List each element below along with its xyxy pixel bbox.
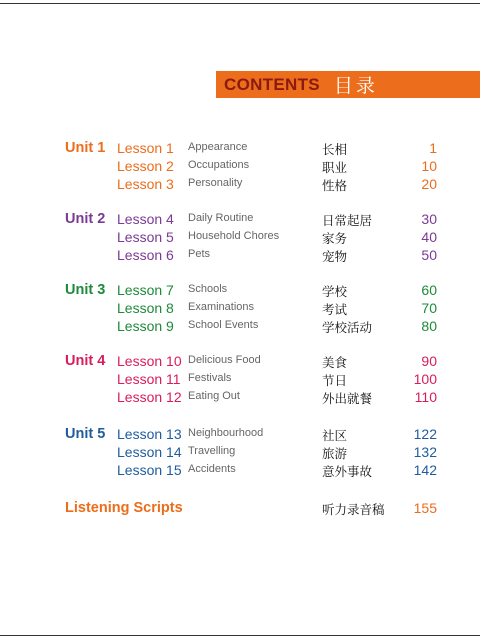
topic-chinese: 社区 [322, 428, 348, 443]
unit-block [0, 140, 480, 194]
topic-english: Occupations [188, 159, 250, 171]
unit-label: Unit 1 [65, 140, 106, 156]
page-number: 1 [429, 140, 437, 156]
lesson-label: Lesson 2 [117, 158, 174, 174]
lesson-row[interactable] [0, 229, 480, 247]
unit-block [0, 353, 480, 407]
topic-chinese: 意外事故 [322, 464, 373, 479]
topic-chinese: 考试 [322, 302, 348, 317]
page-number: 110 [414, 389, 437, 405]
lesson-label: Lesson 7 [117, 282, 174, 298]
lesson-label: Lesson 8 [117, 300, 174, 316]
contents-title-en: CONTENTS [224, 74, 320, 94]
topic-english: Household Chores [188, 230, 280, 242]
topic-chinese: 职业 [322, 160, 348, 175]
topic-english: Delicious Food [188, 354, 261, 366]
lesson-row[interactable] [0, 176, 480, 194]
unit-label: Unit 3 [65, 282, 106, 298]
topic-english: Travelling [188, 445, 236, 457]
contents-title-zh: 目录 [333, 76, 378, 97]
topic-english: Schools [188, 283, 228, 295]
lesson-label: Lesson 15 [117, 462, 182, 478]
unit-label: Unit 4 [65, 353, 106, 369]
page-number: 90 [421, 353, 437, 369]
page-number: 132 [413, 444, 437, 460]
lesson-label: Lesson 9 [117, 318, 174, 334]
lesson-row[interactable] [0, 300, 480, 318]
topic-english: Eating Out [188, 390, 240, 402]
topic-chinese: 外出就餐 [322, 391, 373, 406]
page-number: 70 [421, 300, 437, 316]
topic-chinese: 日常起居 [322, 213, 373, 228]
topic-english: Examinations [188, 301, 255, 313]
lesson-row[interactable] [0, 158, 480, 176]
page-number: 60 [421, 282, 437, 298]
unit-label: Unit 2 [65, 211, 106, 227]
page-number: 100 [413, 371, 437, 387]
lesson-label: Lesson 11 [117, 371, 181, 387]
lesson-row[interactable] [0, 371, 480, 389]
lesson-row[interactable] [0, 426, 480, 444]
topic-english: Pets [188, 248, 211, 260]
unit-block [0, 282, 480, 336]
page-number: 50 [421, 247, 437, 263]
lesson-label: Lesson 1 [117, 140, 174, 156]
lesson-row[interactable] [0, 462, 480, 480]
unit-block [0, 426, 480, 480]
page-number: 122 [413, 426, 437, 442]
topic-chinese: 性格 [322, 178, 348, 193]
topic-english: Appearance [188, 141, 248, 153]
page-number: 10 [421, 158, 437, 174]
listening-scripts-page: 155 [413, 500, 437, 516]
topic-chinese: 家务 [322, 231, 348, 246]
topic-chinese: 旅游 [322, 446, 348, 461]
page-number: 142 [413, 462, 437, 478]
lesson-label: Lesson 3 [117, 176, 174, 192]
lesson-row[interactable] [0, 282, 480, 300]
page-number: 20 [421, 176, 437, 192]
unit-block [0, 211, 480, 265]
lesson-label: Lesson 14 [117, 444, 182, 460]
topic-chinese: 学校 [322, 284, 348, 299]
lesson-label: Lesson 13 [117, 426, 182, 442]
lesson-label: Lesson 10 [117, 353, 182, 369]
top-rule [0, 3, 480, 4]
lesson-label: Lesson 5 [117, 229, 174, 245]
topic-english: Daily Routine [188, 212, 254, 224]
topic-english: Accidents [188, 463, 236, 475]
lesson-row[interactable] [0, 389, 480, 407]
topic-chinese: 宠物 [322, 249, 348, 264]
listening-scripts-label: Listening Scripts [65, 500, 183, 516]
topic-english: Personality [188, 177, 243, 189]
lesson-row[interactable] [0, 247, 480, 265]
topic-english: Festivals [188, 372, 232, 384]
topic-english: School Events [188, 319, 259, 331]
topic-chinese: 长相 [322, 142, 348, 157]
unit-label: Unit 5 [65, 426, 106, 442]
topic-english: Neighbourhood [188, 427, 264, 439]
lesson-label: Lesson 4 [117, 211, 174, 227]
topic-chinese: 美食 [322, 355, 348, 370]
listening-scripts-zh: 听力录音稿 [322, 502, 385, 517]
lesson-label: Lesson 12 [117, 389, 182, 405]
listening-scripts-entry[interactable] [0, 500, 480, 518]
bottom-rule [0, 635, 480, 636]
lesson-row[interactable] [0, 353, 480, 371]
lesson-row[interactable] [0, 140, 480, 158]
lesson-row[interactable] [0, 318, 480, 336]
lesson-row[interactable] [0, 211, 480, 229]
page-number: 80 [421, 318, 437, 334]
page-number: 30 [421, 211, 437, 227]
lesson-label: Lesson 6 [117, 247, 174, 263]
page-number: 40 [421, 229, 437, 245]
lesson-row[interactable] [0, 444, 480, 462]
topic-chinese: 学校活动 [322, 320, 373, 335]
contents-banner [216, 71, 480, 98]
topic-chinese: 节日 [322, 373, 348, 388]
